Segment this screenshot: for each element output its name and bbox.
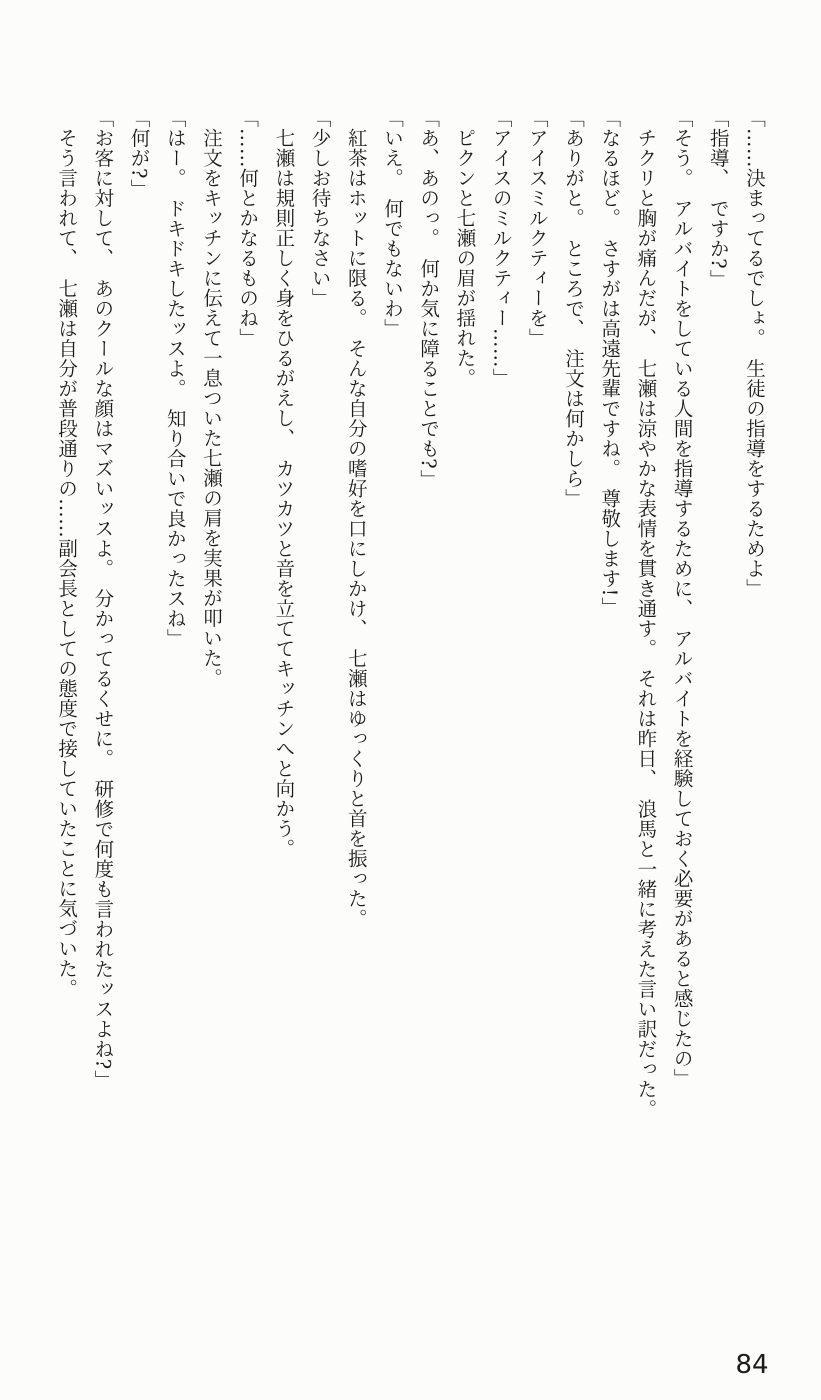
text-line: 「はー。 ドキドキしたッスよ。 知り合いで良かったスね」 bbox=[163, 108, 187, 649]
text-line: そう言われて、 七瀬は自分が普段通りの……副会長としての態度で接していたことに気づいた。 bbox=[55, 108, 79, 999]
text-line: 「何が?」 bbox=[127, 108, 151, 199]
text-line: 「……決まってるでしょ。 生徒の指導をするためよ」 bbox=[743, 108, 766, 599]
text-line: 「……何とかなるものね」 bbox=[236, 108, 260, 348]
text-line: 「ありがと。 ところで、 注文は何かしら」 bbox=[561, 108, 585, 509]
text-line: チクリと胸が痛んだが、 七瀬は涼やかな表情を貫き通す。 それは昨日、 浪馬と一緒に考えた言い訳だった。 bbox=[634, 108, 658, 1119]
novel-text-block bbox=[48, 108, 772, 1283]
text-line: 「アイスミルクティーを」 bbox=[525, 108, 549, 348]
text-line: ピクンと七瀬の眉が揺れた。 bbox=[453, 108, 477, 388]
page-number: 84 bbox=[735, 1350, 769, 1380]
text-line: 紅茶はホットに限る。 そんな自分の嗜好を口にしかけ、 七瀬はゆっくりと首を振った。 bbox=[344, 108, 368, 929]
text-line: 「少しお待ちなさい」 bbox=[308, 108, 332, 308]
text-line: 「指導、 ですか?」 bbox=[706, 108, 730, 290]
text-line: 「なるほど。 さすがは高遠先輩ですね。 尊敬します!」 bbox=[598, 108, 622, 617]
text-line: 「あ、あのっ。 何か気に障ることでも?」 bbox=[417, 108, 441, 490]
text-line: 「お客に対して、 あのクールな顔はマズいッスよ。 分かってるくせに。 研修で何度も言われたッスよね?」 bbox=[91, 108, 115, 1090]
text-line: 七瀬は規則正しく身をひるがえし、 カツカツと音を立ててキッチンへと向かう。 bbox=[272, 108, 296, 859]
text-line: 注文をキッチンに伝えて一息ついた七瀬の肩を実果が叩いた。 bbox=[199, 108, 223, 688]
text-line: 「そう。 アルバイトをしている人間を指導するために、 アルバイトを経験しておく必要があると感じたの」 bbox=[670, 108, 694, 1089]
text-line: 「いえ。 何でもないわ」 bbox=[380, 108, 404, 339]
text-line: 「アイスのミルクティー……」 bbox=[489, 108, 513, 388]
